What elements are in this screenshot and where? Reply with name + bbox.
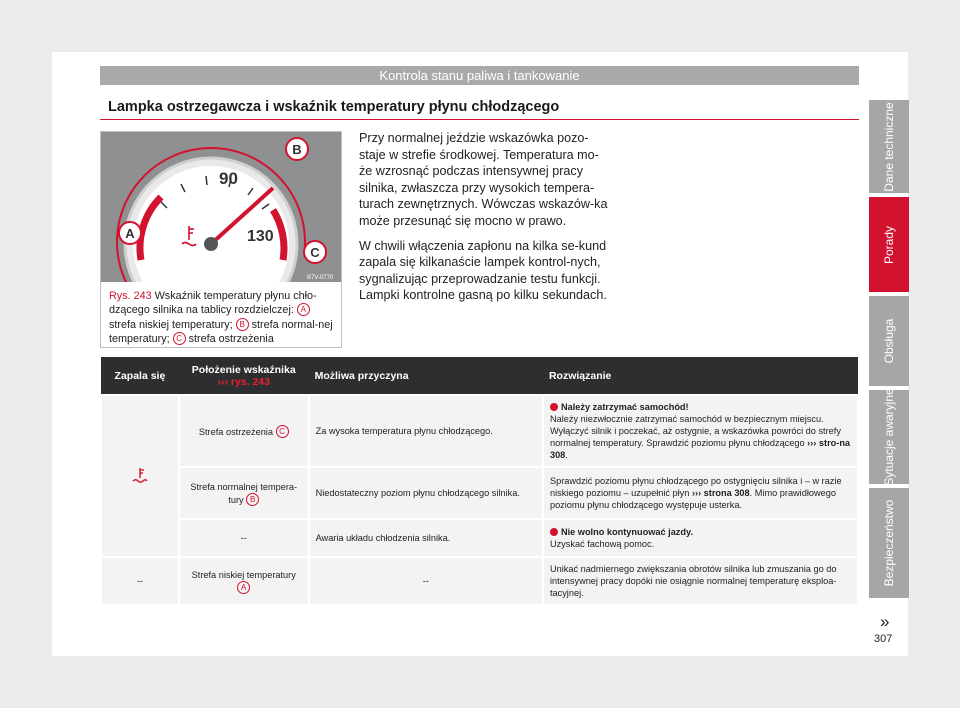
table-header-row: [101, 357, 858, 395]
chapter-header: Kontrola stanu paliwa i tankowanie: [100, 66, 859, 85]
solution-text-2: . Mimo prawidłowego poziomu płynu chłodzącego występuje usterka.: [549, 488, 836, 510]
figure-code: B7V-0770: [307, 275, 334, 281]
callout-c: C: [310, 245, 320, 260]
tab-label: Porady: [882, 225, 896, 264]
caption-text: Wskaźnik temperatury płynu chło-dzącego silnika na tablicy rozdzielczej:: [109, 290, 317, 317]
caption-letter-c: C: [173, 332, 186, 345]
header-solution: Rozwiązanie: [543, 357, 858, 395]
stop-warning-icon: [550, 528, 558, 536]
figure-caption: [109, 290, 337, 346]
position-text: Strefa ostrzeżenia: [198, 426, 273, 437]
figure-label: Rys. 243: [109, 290, 152, 302]
figure-gauge: [100, 131, 342, 348]
solution-text: Sprawdzić poziomu płynu chłodzącego po ostygnięciu silnika i – w razie niskiego poziomu – uzupełnić płyn: [549, 476, 842, 498]
position-letter: A: [237, 581, 250, 594]
caption-text: strefa ostrzeżenia: [188, 332, 274, 345]
lamp-cell: --: [101, 557, 179, 605]
paragraph: W chwili włączenia zapłonu na kilka se-kund zapala się kilkanaście lampek kontrol-nych, sygnalizując przeprowadzanie testu funkcji. Lampki kontrolne gasną po kilku sekundach.: [359, 238, 607, 303]
position-text: Strefa normalnej tempera-tury: [190, 481, 298, 505]
coolant-temperature-icon: [132, 467, 148, 483]
solution-heading: Należy zatrzymać samochód!: [560, 402, 689, 412]
header-position: [179, 357, 309, 395]
page-link[interactable]: ››› strona 308: [691, 488, 750, 498]
caption-text: strefa niskiej temperatury;: [109, 318, 233, 331]
solution-cell: [543, 467, 858, 519]
table-row: [101, 557, 858, 605]
gauge-label-130: 130: [247, 228, 274, 245]
gauge-illustration: [101, 132, 341, 282]
table-row: [101, 467, 858, 519]
gauge-label-90: 90: [219, 169, 238, 188]
table-row: [101, 519, 858, 557]
callout-b: B: [292, 142, 302, 157]
page-number: 307: [874, 633, 893, 645]
solution-cell: [543, 519, 858, 557]
tab-dane-techniczne[interactable]: [869, 100, 909, 193]
tab-bezpieczenstwo[interactable]: [869, 488, 909, 598]
title-divider: [100, 119, 859, 120]
table-row: [101, 395, 858, 467]
tab-obsluga[interactable]: [869, 296, 909, 386]
cause-cell: --: [309, 557, 543, 605]
warning-table: [100, 357, 859, 606]
header-cause: Możliwa przyczyna: [309, 357, 543, 395]
lamp-cell: [101, 395, 179, 557]
position-letter: C: [276, 425, 289, 438]
header-position-label: Położenie wskaźnika: [191, 363, 296, 376]
tab-sytuacje-awaryjne[interactable]: [869, 390, 909, 484]
caption-letter-a: A: [297, 303, 310, 316]
next-page-arrow[interactable]: »: [880, 612, 890, 631]
solution-heading: Nie wolno kontynuować jazdy.: [560, 527, 693, 537]
body-text: [359, 130, 609, 312]
solution-text: Uzyskać fachową pomoc.: [549, 539, 655, 549]
position-cell: --: [179, 519, 309, 557]
position-cell: [179, 467, 309, 519]
stop-warning-icon: [550, 403, 558, 411]
position-text: Strefa niskiej temperatury: [191, 569, 296, 580]
tab-label: Dane techniczne: [882, 101, 896, 192]
paragraph: Przy normalnej jeździe wskazówka pozo-staje w strefie środkowej. Temperatura mo-że wzrosnąć podczas intensywnej pracy silnika, zwłaszcza przy wysokich tempera-turach zewnętrznych. Wówczas wskazów-ka może przesunąć się mocno w prawo.: [359, 131, 608, 228]
caption-letter-b: B: [236, 318, 249, 331]
tab-label: Bezpieczeństwo: [882, 499, 896, 587]
position-cell: [179, 395, 309, 467]
solution-text-end: .: [565, 450, 568, 460]
tab-label: Sytuacje awaryjne: [882, 388, 896, 486]
callout-a: A: [125, 226, 135, 241]
page-link[interactable]: ››› stro-na 308: [549, 438, 851, 460]
cause-cell: Awaria układu chłodzenia silnika.: [309, 519, 543, 557]
figure-link[interactable]: ››› rys. 243: [217, 375, 270, 388]
needle-hub: [204, 237, 218, 251]
solution-cell: Unikać nadmiernego zwiększania obrotów silnika lub zmuszania go do intensywnej pracy dopóki nie osiągnie normalnej temperaturę eksploa-tacyjnej.: [543, 557, 858, 605]
solution-text: Należy niezwłocznie zatrzymać samochód w bezpiecznym miejscu. Wyłączyć silnik i poczekać, aż ostygnie, a wskazówka powróci do strefy normalnej temperatury. Sprawdzić poziomu płynu chłodzącego: [549, 414, 841, 448]
position-cell: [179, 557, 309, 605]
tab-porady[interactable]: [869, 197, 909, 292]
caption-text: strefa normal-nej temperatury;: [109, 318, 333, 345]
section-title: Lampka ostrzegawcza i wskaźnik temperatury płynu chłodzącego: [108, 99, 560, 115]
position-letter: B: [246, 493, 259, 506]
cause-cell: Za wysoka temperatura płynu chłodzącego.: [309, 395, 543, 467]
header-lamp: Zapala się: [101, 357, 179, 395]
cause-cell: Niedostateczny poziom płynu chłodzącego silnika.: [309, 467, 543, 519]
solution-cell: [543, 395, 858, 467]
tab-label: Obsługa: [882, 318, 896, 364]
